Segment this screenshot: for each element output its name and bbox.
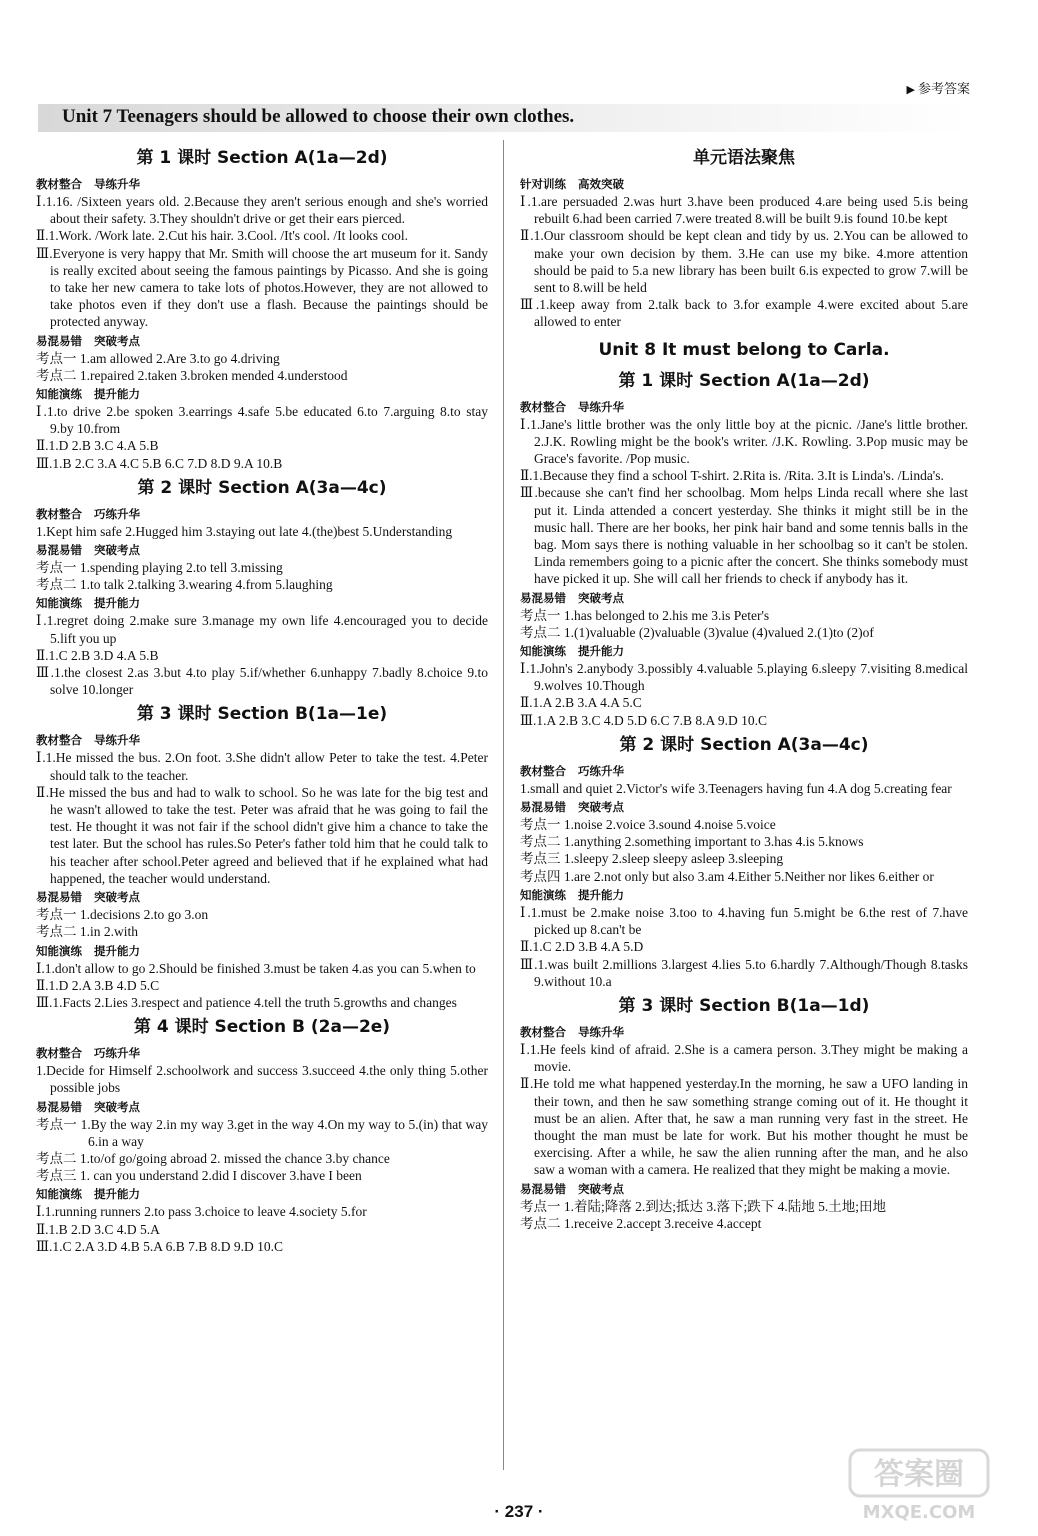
lesson-title: 第 3 课时 Section B(1a—1e) bbox=[136, 704, 388, 725]
section-header bbox=[520, 590, 968, 606]
answer-block: Ⅰ.1.don't allow to go 2.Should be finished 3.must be taken 4.as you can 5.when to bbox=[36, 960, 476, 976]
unit8-title: Unit 8 It must belong to Carla. bbox=[598, 339, 890, 360]
section-header bbox=[36, 943, 488, 959]
section-header-sub: 巧练升华 bbox=[578, 763, 624, 778]
key-point-answer: 考点二 1.receive 2.accept 3.receive 4.accept bbox=[520, 1215, 762, 1231]
section-header-sub: 巧练升华 bbox=[94, 506, 140, 521]
svg-text:答案圈: 答案圈 bbox=[874, 1457, 964, 1492]
answer-block: Ⅰ.1.running runners 2.to pass 3.choice to leave 4.society 5.for bbox=[36, 1204, 367, 1220]
section-header bbox=[36, 386, 488, 402]
answer-block: Ⅲ.1.Facts 2.Lies 3.respect and patience 4.tell the truth 5.growths and changes bbox=[36, 994, 457, 1010]
section-header-sub: 提升能力 bbox=[94, 1187, 140, 1202]
section-header-main: 教材整合 bbox=[36, 177, 82, 191]
section-header-main: 知能演练 bbox=[36, 1187, 82, 1202]
answer-block: Ⅱ.1.C 2.B 3.D 4.A 5.B bbox=[36, 647, 159, 663]
page-number: · 237 · bbox=[494, 1502, 544, 1521]
section-header-main: 易混易错 bbox=[36, 333, 82, 348]
triangle-right-icon: ▶ bbox=[906, 83, 915, 96]
answer-block: Ⅱ.1.Work. /Work late. 2.Cut his hair. 3.Cool. /It's cool. /It looks cool. bbox=[36, 228, 409, 244]
answer-block: Ⅱ.1.D 2.B 3.C 4.A 5.B bbox=[36, 438, 159, 454]
section-header-main: 易混易错 bbox=[36, 543, 82, 558]
section-header-sub: 提升能力 bbox=[94, 943, 140, 958]
answer-block: Ⅲ.because she can't find her schoolbag. Mom helps Linda recall where she last put it. Linda attended a concert yesterday. She thinks it might still be in the music hall. There are her books, her pink hair band and some tennis balls in the bag. Mom says there is nothing valuable in her schoolbag so it can't be stolen. Linda remembers going to a picnic after the concert. She thinks somebody must have picked it up. She will call her friends to check if anybody has it. bbox=[520, 485, 968, 587]
answer-block: Ⅰ.1.must be 2.make noise 3.too to 4.having fun 5.might be 6.the rest of 7.have picked up 8.can't be bbox=[520, 904, 968, 938]
section-header-sub: 突破考点 bbox=[578, 1181, 624, 1196]
answer-block: Ⅱ.1.C 2.D 3.B 4.A 5.D bbox=[520, 939, 644, 955]
lesson-title: 第 1 课时 Section A(1a—2d) bbox=[136, 148, 388, 168]
lesson-title: 第 3 课时 Section B(1a—1d) bbox=[618, 995, 870, 1016]
watermark-logo bbox=[844, 1446, 994, 1526]
answer-block: 1.Kept him safe 2.Hugged him 3.staying out late 4.(the)best 5.Understanding bbox=[36, 523, 453, 539]
section-header bbox=[36, 1045, 488, 1061]
answer-block: Ⅰ.1.to drive 2.be spoken 3.earrings 4.safe 5.be educated 6.to 7.arguing 8.to stay 9.by 10.from bbox=[36, 404, 488, 437]
section-header-sub: 提升能力 bbox=[578, 887, 624, 902]
answer-block: Ⅲ.1.was built 2.millions 3.largest 4.lies 5.to 6.hardly 7.Although/Though 8.tasks 9.without 10.a bbox=[520, 956, 968, 989]
section-header-main: 易混易错 bbox=[36, 890, 82, 905]
section-header bbox=[520, 799, 968, 815]
section-header bbox=[36, 333, 488, 349]
section-header-sub: 巧练升华 bbox=[94, 1046, 140, 1061]
key-point-answer: 考点二 1.in 2.with bbox=[36, 924, 139, 940]
key-point-answer: 考点一 1.am allowed 2.Are 3.to go 4.driving bbox=[36, 350, 280, 366]
answer-block: Ⅱ.1.Because they find a school T-shirt. 2.Rita is. /Rita. 3.It is Linda's. /Linda's. bbox=[520, 468, 944, 484]
section-header bbox=[36, 506, 488, 522]
key-point-answer: 考点一 1.noise 2.voice 3.sound 4.noise 5.voice bbox=[520, 817, 776, 833]
section-header-main: 教材整合 bbox=[520, 399, 566, 414]
key-point-answer: 考点一 1.decisions 2.to go 3.on bbox=[36, 907, 209, 923]
key-point-answer: 考点一 1.着陆;降落 2.到达;抵达 3.落下;跌下 4.陆地 5.土地;田地 bbox=[520, 1198, 887, 1214]
lesson-title: 单元语法聚焦 bbox=[693, 148, 795, 168]
section-header bbox=[520, 763, 968, 779]
section-header-main: 易混易错 bbox=[520, 800, 566, 815]
answer-block: Ⅰ.1.He feels kind of afraid. 2.She is a camera person. 3.They might be making a movie. bbox=[520, 1041, 968, 1075]
section-header-sub: 提升能力 bbox=[578, 644, 624, 659]
key-point-answer: 考点一 1.spending playing 2.to tell 3.missing bbox=[36, 560, 283, 576]
answer-block: Ⅱ.He told me what happened yesterday.In the morning, he saw a UFO landing in their town, and then he saw something strange coming out of it. He thought it must be an alien. After that, he saw a man running very fast in the street. He thought the man must be late for work. But his mother thought he must be exercising. After a while, he saw the alien running after the man, and he also saw a woman with a camera. He realized that they might be making a movie. bbox=[520, 1076, 968, 1178]
section-header-main: 知能演练 bbox=[520, 887, 566, 902]
section-header-sub: 提升能力 bbox=[94, 387, 140, 402]
section-header bbox=[36, 1099, 488, 1115]
right-column bbox=[520, 142, 968, 1232]
section-header-sub: 突破考点 bbox=[94, 543, 140, 558]
section-header-sub: 突破考点 bbox=[94, 890, 140, 905]
answer-block: Ⅰ.1.regret doing 2.make sure 3.manage my own life 4.encouraged you to decide 5.lift you up bbox=[36, 613, 488, 646]
answer-block: Ⅱ.1.D 2.A 3.B 4.D 5.C bbox=[36, 977, 160, 993]
section-header-main: 教材整合 bbox=[36, 1046, 82, 1061]
section-header-main: 易混易错 bbox=[36, 1099, 82, 1114]
section-header-main: 知能演练 bbox=[36, 943, 82, 958]
key-point-answer: 考点三 1. can you understand 2.did I discover 3.have I been bbox=[36, 1168, 362, 1184]
section-header bbox=[520, 1024, 968, 1040]
section-header bbox=[36, 542, 488, 558]
key-point-answer: 考点二 1.repaired 2.taken 3.broken mended 4.understood bbox=[36, 367, 348, 383]
section-header bbox=[36, 732, 488, 748]
section-header-sub: 导练升华 bbox=[94, 733, 140, 748]
section-header-sub: 导练升华 bbox=[578, 399, 624, 414]
unit7-title: Unit 7 Teenagers should be allowed to choose their own clothes. bbox=[62, 106, 575, 127]
section-header-sub: 提升能力 bbox=[94, 596, 140, 611]
lesson-title: 第 1 课时 Section A(1a—2d) bbox=[618, 370, 870, 391]
answer-key-tag: ▶ 参考答案 bbox=[906, 82, 970, 97]
section-header-sub: 高效突破 bbox=[578, 177, 624, 191]
section-header bbox=[36, 889, 488, 905]
section-header-main: 教材整合 bbox=[520, 763, 566, 778]
answer-block: Ⅲ.1.A 2.B 3.C 4.D 5.D 6.C 7.B 8.A 9.D 10.C bbox=[520, 712, 768, 728]
section-header bbox=[520, 643, 968, 659]
section-header-main: 易混易错 bbox=[520, 1181, 566, 1196]
key-point-answer: 考点三 1.sleepy 2.sleep sleepy asleep 3.sleeping bbox=[520, 851, 784, 867]
section-header-main: 易混易错 bbox=[520, 590, 566, 605]
left-column bbox=[36, 142, 488, 1255]
lesson-title: 第 2 课时 Section A(3a—4c) bbox=[619, 734, 869, 755]
section-header bbox=[520, 887, 968, 903]
answer-block: Ⅲ.1.B 2.C 3.A 4.C 5.B 6.C 7.D 8.D 9.A 10.B bbox=[36, 455, 283, 471]
answer-block: Ⅰ.1.are persuaded 2.was hurt 3.have been produced 4.are being used 5.is being rebuilt 6.had been carried 7.were treated 8.will be built 9.is found 10.be kept bbox=[520, 194, 968, 227]
key-point-answer: 考点二 1.(1)valuable (2)valuable (3)value (4)valued 2.(1)to (2)of bbox=[520, 624, 874, 640]
key-point-answer: 考点一 1.has belonged to 2.his me 3.is Peter's bbox=[520, 607, 770, 623]
answer-block: Ⅲ.1.keep away from 2.talk back to 3.for example 4.were excited about 5.are allowed to enter bbox=[520, 297, 968, 330]
answer-block: Ⅱ.1.Our classroom should be kept clean and tidy by us. 2.You can be allowed to make your own decision by them. 3.He can use my bike. 4.more attention should be paid to 5.a new library has been built 6.is expected to grow 7.will be sent to 8.will be held bbox=[520, 228, 968, 296]
key-point-answer: 考点二 1.anything 2.something important to 3.has 4.is 5.knows bbox=[520, 834, 864, 850]
section-header-sub: 突破考点 bbox=[578, 590, 624, 605]
section-header-main: 知能演练 bbox=[36, 387, 82, 402]
answer-block: Ⅱ.1.A 2.B 3.A 4.A 5.C bbox=[520, 695, 642, 711]
section-header-sub: 突破考点 bbox=[578, 800, 624, 815]
section-header-sub: 突破考点 bbox=[94, 1099, 140, 1114]
column-divider bbox=[503, 140, 504, 1470]
answer-block: Ⅲ.Everyone is very happy that Mr. Smith will choose the art museum for it. Sandy is really excited about seeing the famous paintings by Picasso. And she is going to take her new camera to take lots of photos.However, they are not allowed to take photos even if they don't use a flash. Because the paintings should be protected anyway. bbox=[36, 245, 488, 330]
key-point-answer: 考点二 1.to/of go/going abroad 2. missed the chance 3.by chance bbox=[36, 1150, 390, 1166]
section-header-sub: 导练升华 bbox=[578, 1024, 624, 1039]
key-point-answer: 考点四 1.are 2.not only but also 3.am 4.Either 5.Neither nor likes 6.either or bbox=[520, 868, 934, 884]
section-header bbox=[36, 1186, 488, 1202]
answer-block: Ⅲ.1.C 2.A 3.D 4.B 5.A 6.B 7.B 8.D 9.D 10.C bbox=[36, 1238, 284, 1254]
section-header bbox=[520, 176, 968, 192]
svg-text:MXQE.COM: MXQE.COM bbox=[862, 1502, 976, 1523]
answer-block: Ⅰ.1.Jane's little brother was the only little boy at the picnic. /Jane's little brother. 2.J.K. Rowling might be the book's writer. /J.K. Rowling. 3.Pop music may be Grace's favorite. /Pop music. bbox=[520, 416, 968, 467]
section-header-main: 教材整合 bbox=[520, 1024, 566, 1039]
section-header bbox=[520, 399, 968, 415]
answer-block: Ⅱ.1.B 2.D 3.C 4.D 5.A bbox=[36, 1221, 160, 1237]
answer-block: Ⅱ.He missed the bus and had to walk to school. So he was late for the big test and he wasn't allowed to take the test. Peter was afraid that he was going to fail the test. He thought it was not fair if the school didn't give him a chance to take the test later. But the school has rules.So Peter's father told him that he could talk to his teacher after school.Peter agreed and believed that if he explained what had happened, the teacher would understand. bbox=[36, 784, 488, 886]
section-header bbox=[36, 595, 488, 611]
answer-block: Ⅰ.1.He missed the bus. 2.On foot. 3.She didn't allow Peter to take the test. 4.Peter should talk to the teacher. bbox=[36, 750, 488, 783]
section-header-main: 针对训练 bbox=[520, 177, 566, 191]
section-header-main: 知能演练 bbox=[36, 596, 82, 611]
section-header bbox=[36, 176, 488, 192]
lesson-title: 第 2 课时 Section A(3a—4c) bbox=[137, 477, 387, 498]
answer-block: Ⅰ.1.16. /Sixteen years old. 2.Because they aren't serious enough and she's worried about their safety. 3.They shouldn't drive or get their ears pierced. bbox=[36, 194, 488, 227]
key-point-answer: 考点一 1.By the way 2.in my way 3.get in the way 4.On my way to 5.(in) that way 6.in a way bbox=[36, 1116, 488, 1149]
section-header-main: 知能演练 bbox=[520, 644, 566, 659]
section-header-sub: 导练升华 bbox=[94, 177, 140, 191]
section-header-main: 教材整合 bbox=[36, 733, 82, 748]
section-header-sub: 突破考点 bbox=[94, 333, 140, 348]
answer-block: Ⅲ.1.the closest 2.as 3.but 4.to play 5.if/whether 6.unhappy 7.badly 8.choice 9.to solve 10.longer bbox=[36, 665, 488, 698]
key-point-answer: 考点二 1.to talk 2.talking 3.wearing 4.from 5.laughing bbox=[36, 577, 333, 593]
answer-block: 1.Decide for Himself 2.schoolwork and success 3.succeed 4.the only thing 5.other possible jobs bbox=[36, 1063, 488, 1096]
answer-block: Ⅰ.1.John's 2.anybody 3.possibly 4.valuable 5.playing 6.sleepy 7.visiting 8.medical 9.wolves 10.Though bbox=[520, 661, 968, 694]
answer-block: 1.small and quiet 2.Victor's wife 3.Teenagers having fun 4.A dog 5.creating fear bbox=[520, 780, 952, 796]
section-header-main: 教材整合 bbox=[36, 506, 82, 521]
section-header bbox=[520, 1181, 968, 1197]
lesson-title: 第 4 课时 Section B (2a—2e) bbox=[133, 1017, 391, 1038]
